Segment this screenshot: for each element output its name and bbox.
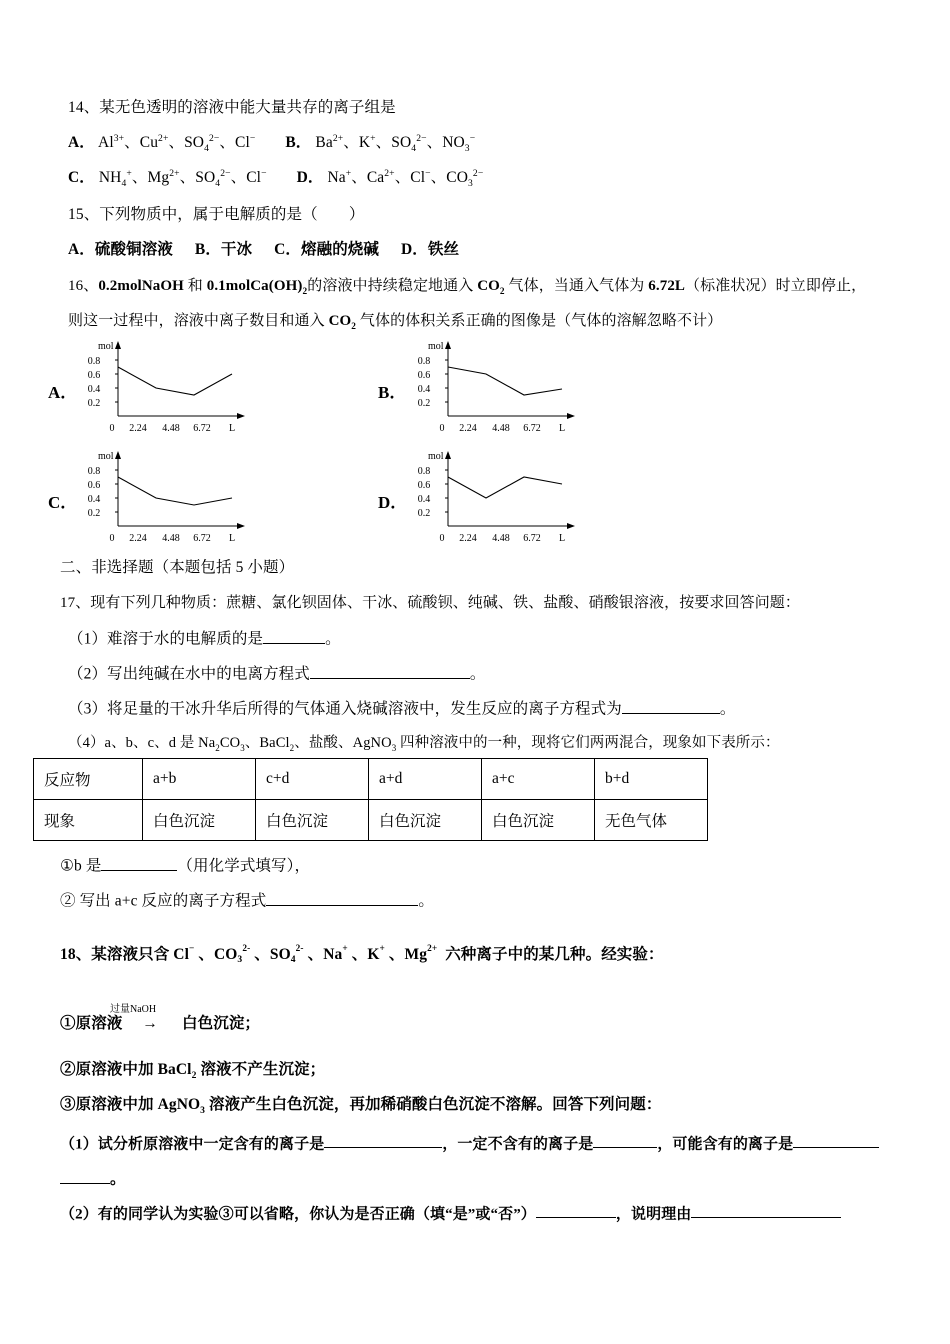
question-18-step-2: ②原溶液中加 BaCl$_2$ 溶液不产生沉淀；: [60, 1061, 326, 1082]
option-b: B．干冰: [194, 241, 253, 258]
question-14-options-row1: [68, 133, 475, 153]
ion-mg: $Mg^{2+}$: [404, 944, 438, 963]
q17-p2-text: （2）写出纯碱在水中的电离方程式: [68, 665, 310, 683]
option-a-text: $Al^{3+}$、$Cu^{2+}$、$SO_4^{2-}$、Cl−: [98, 132, 256, 155]
ion-co3: $CO3^{2-}$: [213, 944, 251, 965]
chart-a-ylabel: mol: [98, 341, 114, 352]
chart-a-xtick-224: 2.24: [129, 423, 147, 433]
chart-b-ytick-08: 0.8: [417, 356, 431, 367]
question-17-part-4: （4）a、b、c、d 是 $Na_2CO_3$、BaCl$_2$、盐酸、AgNO$_3$ 四种溶液中的一种，现将它们两两混合，现象如下表所示：: [68, 735, 780, 753]
option-c-text: $NH_4^+$、$Mg^{2+}$、$SO_4^{2-}$、Cl−: [98, 167, 267, 190]
question-18-part-1-cont: [60, 1168, 126, 1190]
q17-s2-text: ② 写出 a+c 反应的离子方程式: [60, 892, 267, 910]
chart-d-xtick-0: 0: [439, 533, 445, 543]
chart-d: [402, 448, 602, 548]
ion-na: Na+: [323, 944, 348, 963]
q17-s2-end: 。: [418, 892, 434, 910]
chart-c-ytick-02: 0.2: [87, 508, 101, 519]
option-b-label: B．: [285, 134, 312, 151]
question-17-sub-1: [60, 855, 310, 877]
q18-stem-suffix: 六种离子中的某几种。经实验：: [445, 946, 664, 963]
question-14-options-row2: [68, 168, 483, 188]
cell-reactants-4: b+d: [595, 759, 708, 800]
q18-p1-a: （1）试分析原溶液中一定含有的离子是: [60, 1136, 325, 1153]
chart-b-xlabel: L: [559, 423, 566, 433]
chart-d-xtick-672: 6.72: [523, 533, 541, 543]
chart-c-xtick-448: 4.48: [162, 533, 180, 543]
question-18-step-1: [60, 1014, 260, 1034]
question-14-stem: 14、某无色透明的溶液中能大量共存的离子组是: [68, 99, 396, 116]
question-18-step-3: ③原溶液中加 AgNO$_3$ 溶液产生白色沉淀，再加稀硝酸白色沉淀不溶解。回答下列问题：: [60, 1096, 662, 1117]
option-c-label: C．: [68, 169, 95, 186]
chart-b-xtick-448: 4.48: [492, 423, 510, 433]
q18-p2-blank-1[interactable]: [536, 1203, 616, 1218]
q18-p1-blank-1[interactable]: [324, 1133, 442, 1148]
cell-reactants-3: a+c: [482, 759, 595, 800]
chart-a-xlabel: L: [229, 423, 236, 433]
q17-s2-blank[interactable]: [266, 890, 418, 906]
question-15-options: [68, 240, 459, 260]
q18-p1-blank-2[interactable]: [593, 1133, 657, 1148]
chart-d-ytick-02: 0.2: [417, 508, 431, 519]
section-2-header: 二、非选择题（本题包括 5 小题）: [60, 559, 295, 576]
cell-phenomenon-0: 白色沉淀: [143, 800, 256, 841]
q18-p2-b: ，说明理由: [615, 1206, 692, 1223]
q18-p1-blank-4[interactable]: [60, 1168, 110, 1184]
question-16-stem-line2: 则这一过程中，溶液中离子数目和通入 $CO_2$ 气体的体积关系正确的图像是（气体的溶解忽略不计）: [68, 313, 723, 332]
chart-d-ytick-04: 0.4: [417, 494, 431, 505]
chart-b: [402, 338, 602, 438]
chart-d-ylabel: mol: [428, 451, 444, 462]
chart-b-ytick-06: 0.6: [417, 370, 431, 381]
question-17-sub-2: [60, 890, 434, 912]
chart-d-xtick-224: 2.24: [459, 533, 477, 543]
chart-d-ytick-08: 0.8: [417, 466, 431, 477]
reaction-arrow-icon: →: [142, 1015, 159, 1032]
cell-phenomenon-2: 白色沉淀: [369, 800, 482, 841]
cell-phenomenon-4: 无色气体: [595, 800, 708, 841]
chart-d-ytick-06: 0.6: [417, 480, 431, 491]
table-row: [34, 800, 708, 841]
chart-b-svg: [402, 338, 602, 433]
q17-s1-text: ①b 是: [60, 857, 102, 875]
cell-phenomenon-3: 白色沉淀: [482, 800, 595, 841]
chart-c-ylabel: mol: [98, 451, 114, 462]
question-18-part-1: [60, 1133, 879, 1154]
chart-a-svg: [72, 338, 272, 433]
q18-p2-blank-2[interactable]: [691, 1203, 841, 1218]
chart-d-label: D．: [378, 493, 408, 512]
chart-d-xlabel: L: [559, 533, 566, 543]
chart-a-xtick-448: 4.48: [162, 423, 180, 433]
question-17-part-1: [68, 628, 341, 650]
question-18-stem: 18、某溶液只含 Cl− 、$CO3^{2-}$ 、$SO4^{2-}$ 、Na+ 、K+ 、$Mg^{2+}$ 六种离子中的某几种。经实验：: [60, 944, 664, 965]
question-17-part-2: [68, 663, 485, 685]
arrow-reagent-label: 过量NaOH: [110, 1004, 157, 1015]
question-15-stem: 15、下列物质中，属于电解质的是（ ）: [68, 206, 365, 223]
option-c: C．熔融的烧碱: [274, 241, 379, 258]
chart-c-xtick-224: 2.24: [129, 533, 147, 543]
table-row: [34, 759, 708, 800]
ion-cl: Cl−: [173, 944, 195, 963]
q17-p1-end: 。: [325, 630, 341, 648]
cell-reactants-2: a+d: [369, 759, 482, 800]
q18-p1-d: 。: [110, 1170, 126, 1188]
option-a-label: A．: [68, 134, 95, 151]
chart-a-xtick-0: 0: [109, 423, 115, 433]
chart-c-svg: [72, 448, 272, 543]
chart-c-ytick-08: 0.8: [87, 466, 101, 477]
chart-c-xlabel: L: [229, 533, 236, 543]
cell-reactants-1: c+d: [256, 759, 369, 800]
chart-c: [72, 448, 272, 548]
option-d-text: Na+、$Ca^{2+}$、Cl−、$CO_3^{2-}$: [327, 167, 484, 190]
question-16-stem-line1: 16、0.2molNaOH 和 $0.1molCa(OH)_2$的溶液中持续稳定地通入 $CO_2$ 气体，当通入气体为 6.72L（标准状况）时立即停止，: [68, 278, 867, 297]
question-17-part-3: [68, 698, 735, 720]
ion-k: K+: [367, 944, 385, 963]
q18-p1-blank-3[interactable]: [793, 1133, 879, 1148]
chart-d-svg: [402, 448, 602, 543]
chart-c-xtick-0: 0: [109, 533, 115, 543]
chart-b-label: B．: [378, 383, 407, 402]
q17-p1-blank[interactable]: [263, 628, 325, 644]
chart-b-ytick-02: 0.2: [417, 398, 431, 409]
cell-reactants-0: a+b: [143, 759, 256, 800]
reaction-table: [33, 758, 708, 841]
q18-step1-result: 白色沉淀；: [182, 1015, 261, 1032]
q18-p1-c: ，可能含有的离子是: [657, 1136, 794, 1153]
chart-a: [72, 338, 272, 438]
question-18-part-2: [60, 1203, 841, 1224]
chart-b-xtick-0: 0: [439, 423, 445, 433]
chart-a-ytick-06: 0.6: [87, 370, 101, 381]
chart-c-ytick-04: 0.4: [87, 494, 101, 505]
option-b-text: $Ba^{2+}$、K+、$SO_4^{2-}$、$NO_3^-$: [315, 132, 476, 155]
q18-p2-a: （2）有的同学认为实验③可以省略，你认为是否正确（填“是”或“否”）: [60, 1206, 536, 1223]
chart-a-label: A．: [48, 383, 78, 402]
q17-p1-text: （1）难溶于水的电解质的是: [68, 630, 264, 648]
option-d: D．铁丝: [400, 241, 460, 258]
q18-step1-label: ①原溶液: [60, 1015, 123, 1032]
chart-b-ytick-04: 0.4: [417, 384, 431, 395]
q17-p3-text: （3）将足量的干冰升华后所得的气体通入烧碱溶液中，发生反应的离子方程式为: [68, 700, 622, 718]
chart-a-ytick-04: 0.4: [87, 384, 101, 395]
cell-phenomenon-header: 现象: [34, 800, 143, 841]
question-17-stem: 17、现有下列几种物质：蔗糖、氯化钡固体、干冰、硫酸钡、纯碱、铁、盐酸、硝酸银溶液，按要求回答问题：: [60, 595, 801, 611]
chart-b-xtick-672: 6.72: [523, 423, 541, 433]
chart-a-xtick-672: 6.72: [193, 423, 211, 433]
q17-p2-blank[interactable]: [310, 663, 470, 679]
q18-stem-prefix: 18、某溶液只含: [60, 946, 174, 963]
chart-a-ytick-02: 0.2: [87, 398, 101, 409]
cell-reactants-header: 反应物: [34, 759, 143, 800]
q17-p3-blank[interactable]: [622, 698, 720, 714]
cell-phenomenon-1: 白色沉淀: [256, 800, 369, 841]
q18-p1-b: ，一定不含有的离子是: [442, 1136, 594, 1153]
chart-b-ylabel: mol: [428, 341, 444, 352]
q17-p3-end: 。: [719, 700, 736, 718]
chart-b-xtick-224: 2.24: [459, 423, 477, 433]
chart-c-xtick-672: 6.72: [193, 533, 211, 543]
ion-so4: $SO4^{2-}$: [269, 944, 304, 965]
option-a: A．硫酸铜溶液: [68, 241, 173, 258]
option-d-label: D．: [296, 169, 324, 186]
q17-p2-end: 。: [469, 665, 486, 683]
chart-a-ytick-08: 0.8: [87, 356, 101, 367]
q17-s1-blank[interactable]: [101, 855, 177, 871]
q17-s1-end: （用化学式填写），: [177, 857, 311, 875]
chart-c-label: C．: [48, 493, 78, 512]
chart-c-ytick-06: 0.6: [87, 480, 101, 491]
chart-d-xtick-448: 4.48: [492, 533, 510, 543]
